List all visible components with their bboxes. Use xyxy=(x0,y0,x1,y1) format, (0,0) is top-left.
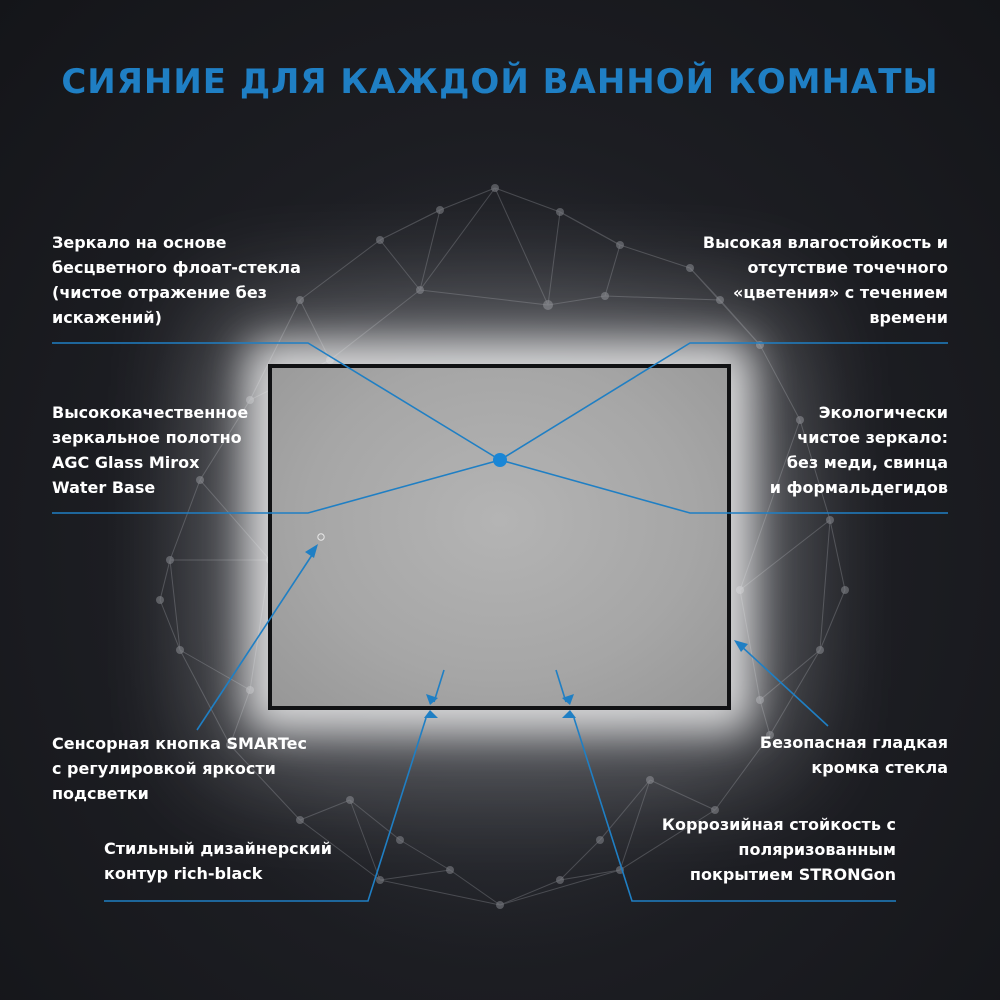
feature-touch-button: Сенсорная кнопка SMARTec с регулировкой яркости подсветки xyxy=(52,734,308,803)
center-point-marker xyxy=(493,453,507,467)
feature-eco: Экологически чистое зеркало: без меди, свинца и формальдегидов xyxy=(769,403,948,497)
feature-glass: Зеркало на основе бесцветного флоат-стекла (чистое отражение без искажений) xyxy=(52,233,301,327)
feature-canvas: Высококачественное зеркальное полотно AGC Glass Mirox Water Base xyxy=(52,403,249,497)
page-title: СИЯНИЕ ДЛЯ КАЖДОЙ ВАННОЙ КОМНАТЫ xyxy=(61,62,939,102)
feature-moisture: Высокая влагостойкость и отсутствие точечного «цветения» с течением времени xyxy=(702,233,948,327)
feature-corrosion: Коррозийная стойкость с поляризованным покрытием STRONGon xyxy=(661,815,896,884)
feature-contour: Стильный дизайнерский контур rich-black xyxy=(104,839,332,883)
feature-edge: Безопасная гладкая кромка стекла xyxy=(759,733,948,777)
touch-button-icon xyxy=(318,534,324,540)
